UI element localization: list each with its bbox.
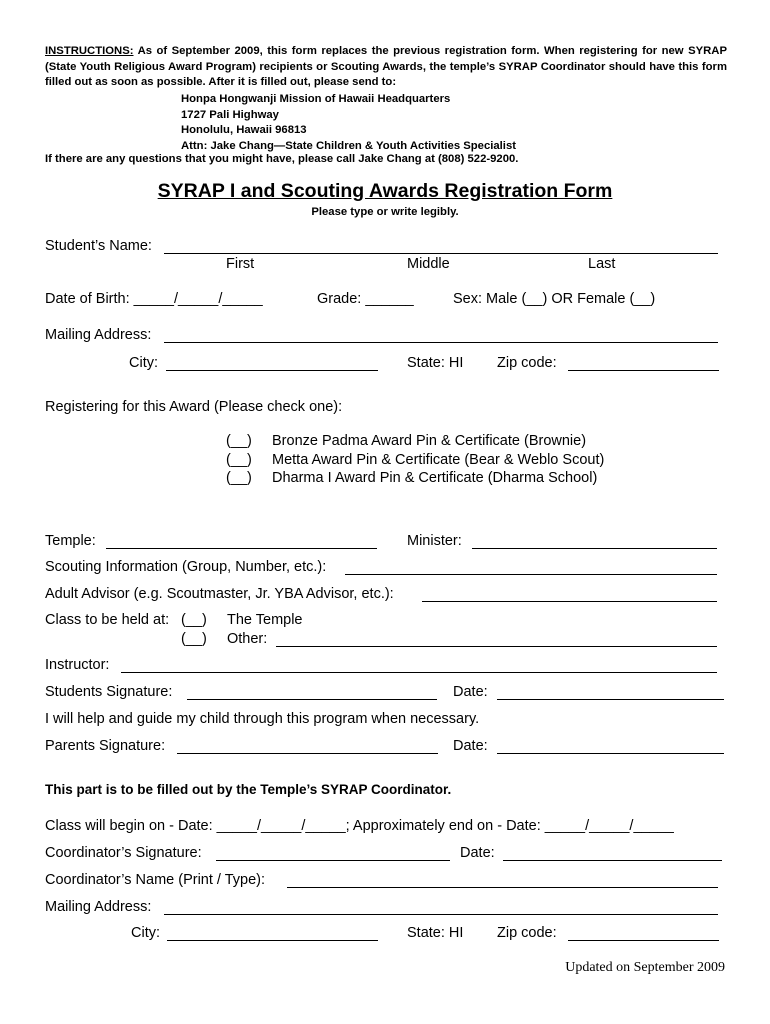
student-date-field[interactable]: [497, 699, 724, 700]
class-other-checkbox[interactable]: (__): [181, 631, 207, 647]
coordinator-section-heading: This part is to be filled out by the Temple’s SYRAP Coordinator.: [45, 782, 452, 797]
mailing-address-label: Mailing Address:: [45, 327, 152, 343]
address-line-2: 1727 Pali Highway: [181, 108, 279, 121]
minister-label: Minister:: [407, 533, 462, 549]
scouting-info-label: Scouting Information (Group, Number, etc.):: [45, 559, 327, 575]
award-option-2: Metta Award Pin & Certificate (Bear & Weblo Scout): [272, 452, 605, 468]
coordinator-mailing-label: Mailing Address:: [45, 899, 152, 915]
mailing-address-field[interactable]: [164, 342, 718, 343]
class-dates-field[interactable]: Class will begin on - Date: _____/_____/_____; Approximately end on - Date: _____/_____/_____: [45, 818, 674, 834]
parent-date-field[interactable]: [497, 753, 724, 754]
form-subtitle: Please type or write legibly.: [311, 206, 459, 218]
class-other-field[interactable]: [276, 646, 717, 647]
coordinator-date-field[interactable]: [503, 860, 722, 861]
parent-help-statement: I will help and guide my child through this program when necessary.: [45, 711, 480, 727]
address-line-4: Attn: Jake Chang—State Children & Youth Activities Specialist: [181, 139, 516, 152]
student-date-label: Date:: [453, 684, 488, 700]
first-name-caption: First: [226, 256, 255, 272]
sex-field[interactable]: Sex: Male (__) OR Female (__): [453, 291, 656, 307]
award-checkbox-1[interactable]: (__): [226, 433, 252, 449]
state-label: State: HI: [407, 355, 464, 371]
student-name-label: Student’s Name:: [45, 238, 152, 254]
minister-field[interactable]: [472, 548, 717, 549]
last-name-caption: Last: [588, 256, 616, 272]
date-of-birth-field[interactable]: Date of Birth: _____/_____/_____: [45, 291, 263, 307]
award-checkbox-3[interactable]: (__): [226, 470, 252, 486]
middle-name-caption: Middle: [407, 256, 450, 272]
zip-field[interactable]: [568, 370, 719, 371]
parent-signature-label: Parents Signature:: [45, 738, 166, 754]
form-title: SYRAP I and Scouting Awards Registration Form: [157, 180, 613, 202]
updated-note: Updated on September 2009: [565, 960, 725, 975]
student-signature-label: Students Signature:: [45, 684, 173, 700]
city-field[interactable]: [166, 370, 378, 371]
adult-advisor-field[interactable]: [422, 601, 717, 602]
grade-field[interactable]: Grade: ______: [317, 291, 414, 307]
class-location-label: Class to be held at:: [45, 612, 170, 628]
instructor-label: Instructor:: [45, 657, 110, 673]
city-label: City:: [129, 355, 158, 371]
address-line-3: Honolulu, Hawaii 96813: [181, 124, 307, 136]
coordinator-name-field[interactable]: [287, 887, 718, 888]
adult-advisor-label: Adult Advisor (e.g. Scoutmaster, Jr. YBA Advisor, etc.):: [45, 586, 394, 602]
class-temple-checkbox[interactable]: (__): [181, 612, 207, 628]
contact-line: If there are any questions that you might have, please call Jake Chang at (808) 522-9200.: [45, 153, 519, 165]
class-other-label: Other:: [227, 631, 268, 647]
award-option-3: Dharma I Award Pin & Certificate (Dharma School): [272, 470, 598, 486]
coordinator-zip-label: Zip code:: [497, 925, 557, 941]
instructor-field[interactable]: [121, 672, 717, 673]
address-line-1: Honpa Hongwanji Mission of Hawaii Headquarters: [181, 93, 451, 105]
instructions-text: As of September 2009, this form replaces the previous registration form. When registering for new SYRAP (State Youth Religious Award Program) recipients or Scouting Awards, the temple’s SYRAP Coordinator should have this form filled out as soon as possible. After it is filled out, please send to:: [45, 45, 727, 88]
scouting-info-field[interactable]: [345, 574, 717, 575]
coordinator-date-label: Date:: [460, 845, 495, 861]
award-checkbox-2[interactable]: (__): [226, 452, 252, 468]
coordinator-city-label: City:: [131, 925, 160, 941]
parent-signature-field[interactable]: [177, 753, 438, 754]
coordinator-state-label: State: HI: [407, 925, 464, 941]
coordinator-signature-label: Coordinator’s Signature:: [45, 845, 202, 861]
zip-label: Zip code:: [497, 355, 557, 371]
student-signature-field[interactable]: [187, 699, 437, 700]
parent-date-label: Date:: [453, 738, 488, 754]
instructions-paragraph: [45, 44, 727, 91]
temple-field[interactable]: [106, 548, 377, 549]
instructions-label: INSTRUCTIONS:: [45, 45, 134, 57]
coordinator-signature-field[interactable]: [216, 860, 450, 861]
temple-label: Temple:: [45, 533, 96, 549]
award-label: Registering for this Award (Please check one):: [45, 399, 343, 415]
coordinator-name-label: Coordinator’s Name (Print / Type):: [45, 872, 266, 888]
coordinator-city-field[interactable]: [167, 940, 378, 941]
coordinator-mailing-field[interactable]: [164, 914, 718, 915]
coordinator-zip-field[interactable]: [568, 940, 719, 941]
class-temple-option: The Temple: [227, 612, 303, 628]
award-option-1: Bronze Padma Award Pin & Certificate (Brownie): [272, 433, 587, 449]
student-name-field[interactable]: [164, 253, 718, 254]
